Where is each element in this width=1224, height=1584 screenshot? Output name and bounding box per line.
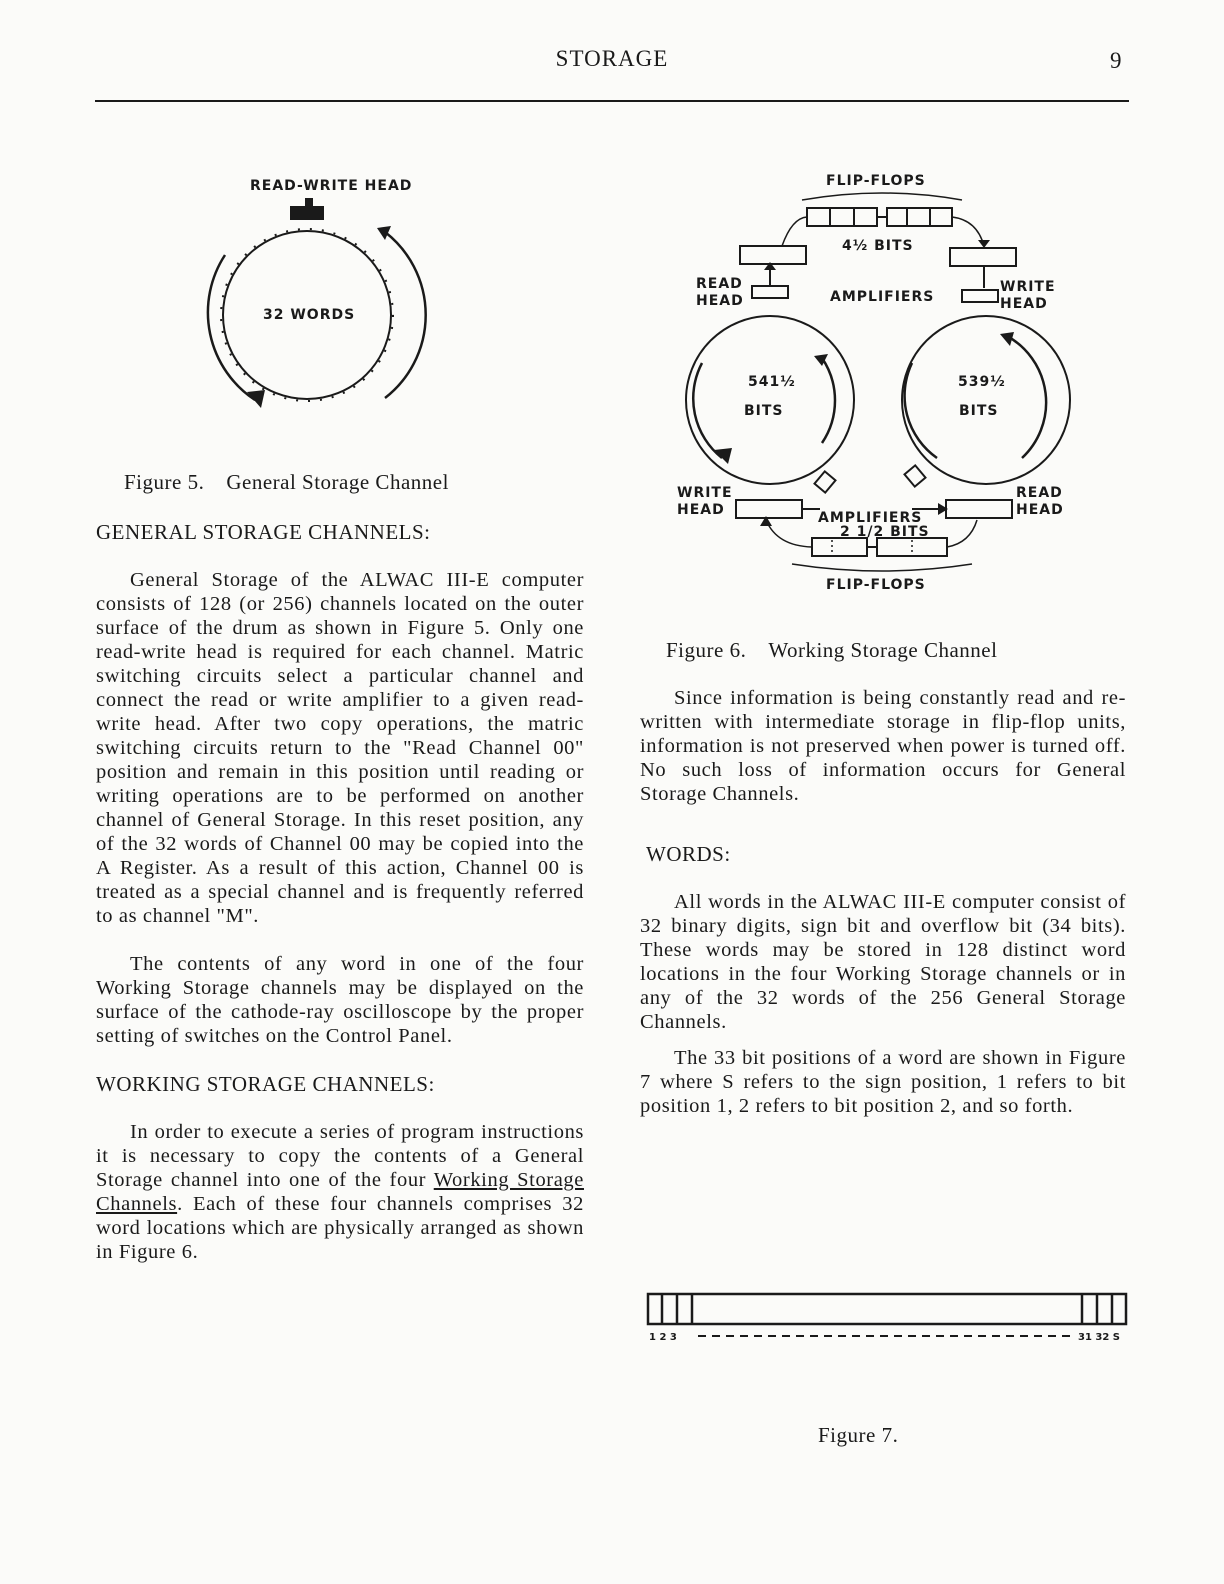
figure-7-word-diagram bbox=[646, 1290, 1136, 1350]
svg-text:BITS: BITS bbox=[744, 403, 784, 419]
amplifier-top-left bbox=[740, 246, 806, 264]
top-flipflop-right bbox=[887, 208, 952, 226]
fig6-bottom-bits: 2 1/2 BITS bbox=[840, 524, 930, 540]
write-head-top-right bbox=[962, 290, 998, 302]
figure-5-caption bbox=[124, 470, 449, 495]
svg-text:BITS: BITS bbox=[959, 403, 999, 419]
fig7-right-bits: 31 32 S bbox=[1078, 1332, 1120, 1343]
svg-text:HEAD: HEAD bbox=[1000, 296, 1048, 312]
svg-text:WRITE: WRITE bbox=[677, 485, 733, 501]
figure-5-caption-label: Figure 5. bbox=[124, 470, 205, 494]
svg-text:HEAD: HEAD bbox=[677, 502, 725, 518]
svg-text:READ: READ bbox=[1016, 485, 1063, 501]
fig7-left-bits: 1 2 3 bbox=[649, 1332, 677, 1343]
read-write-head-icon bbox=[290, 206, 324, 220]
figure-6-caption bbox=[666, 638, 997, 663]
paragraph-words: All words in the ALWAC III-E computer consist of 32 binary digits, sign bit and overflow bit (34 bits). These words may be stored in 128 distinct word locations in the four Working Storage channels or in any of the 32 words of the 256 General Storage Channels. bbox=[640, 891, 1126, 1033]
read-head-bottom-right bbox=[904, 465, 925, 486]
paragraph-contents-display: The contents of any word in one of the four Working Storage channels may be displayed on the surface of the cathode-ray oscilloscope by the proper setting of switches on the Control Panel. bbox=[96, 953, 584, 1047]
amplifier-bottom-right bbox=[946, 500, 1012, 518]
fig6-top-flipflops: FLIP-FLOPS bbox=[826, 173, 926, 189]
read-head-bottom-left bbox=[814, 471, 835, 492]
amplifier-bottom-left bbox=[736, 500, 802, 518]
figure-5-caption-text: General Storage Channel bbox=[226, 470, 449, 494]
fig6-amplifiers-bottom: AMPLIFIERS bbox=[818, 510, 923, 526]
heading-general-storage: GENERAL STORAGE CHANNELS: bbox=[96, 520, 431, 544]
page-number: 9 bbox=[1110, 48, 1122, 73]
left-column bbox=[96, 520, 584, 1264]
paragraph-general-storage: General Storage of the ALWAC III-E computer consists of 128 (or 256) channels located on the outer surface of the drum as shown in Figure 5. Only one read-write head is required for each channel. Matric switching circuits select a particular channel and connect the read or write amplifier to a given read-write head. After two copy operations, the matric switching circuits return to the "Read Channel 00" position and remain in this position until reading or writing operations are to be performed on another channel of General Storage. In this reset position, any of the 32 words of Channel 00 may be copied into the A Register. As a result of this action, Channel 00 is treated as a special channel and is frequently referred to as channel "M". bbox=[96, 569, 584, 927]
underlined-term: Working Storage Channels bbox=[96, 1169, 584, 1215]
paragraph-flipflop-storage: Since information is being constantly read and re-written with intermediate storage in flip-flop units, information is not preserved when power is turned off. No such loss of information occurs for General Storage Channels. bbox=[640, 687, 1126, 805]
svg-text:WRITE: WRITE bbox=[1000, 279, 1056, 295]
heading-words: WORDS: bbox=[646, 842, 731, 866]
amplifier-top-right bbox=[950, 248, 1016, 266]
right-loop-circle bbox=[902, 316, 1070, 484]
svg-text:READ: READ bbox=[696, 276, 743, 292]
fig5-head-label: READ-WRITE HEAD bbox=[250, 178, 413, 194]
bottom-flipflop-left bbox=[812, 538, 867, 556]
top-flipflop-left bbox=[807, 208, 877, 226]
word-register-box bbox=[648, 1294, 1126, 1324]
header-rule bbox=[95, 100, 1129, 102]
svg-text:HEAD: HEAD bbox=[1016, 502, 1064, 518]
figure-6-caption-label: Figure 6. bbox=[666, 638, 747, 662]
fig6-bottom-flipflops: FLIP-FLOPS bbox=[826, 577, 926, 593]
svg-text:HEAD: HEAD bbox=[696, 293, 744, 309]
fig6-amplifiers-top: AMPLIFIERS bbox=[830, 289, 935, 305]
heading-working-storage: WORKING STORAGE CHANNELS: bbox=[96, 1072, 435, 1096]
fig6-left-loop-bits: 541½ bbox=[748, 374, 796, 390]
fig6-right-loop-bits: 539½ bbox=[958, 374, 1006, 390]
paragraph-working-storage: In order to execute a series of program instructions it is necessary to copy the contents of a General Storage channel into one of the four Working Storage Channels. Each of these four channels comprises 32 word locations which are physically arranged as shown in Figure 6. bbox=[96, 1121, 584, 1263]
fig5-drum-label: 32 WORDS bbox=[263, 307, 356, 323]
figure-6-caption-text: Working Storage Channel bbox=[768, 638, 998, 662]
fig6-top-bits: 4½ BITS bbox=[842, 238, 914, 254]
running-header: STORAGE bbox=[555, 46, 669, 71]
left-loop-circle bbox=[686, 316, 854, 484]
figure-6-working-storage-diagram bbox=[672, 168, 1072, 598]
figure-7-caption: Figure 7. bbox=[818, 1423, 899, 1447]
read-head-top-left bbox=[752, 286, 788, 298]
right-column bbox=[640, 686, 1126, 1118]
figure-5-drum-diagram bbox=[195, 170, 455, 410]
paragraph-bit-positions: The 33 bit positions of a word are shown in Figure 7 where S refers to the sign position, 1 refers to bit position 1, 2 refers to bit position 2, and so forth. bbox=[640, 1047, 1126, 1117]
